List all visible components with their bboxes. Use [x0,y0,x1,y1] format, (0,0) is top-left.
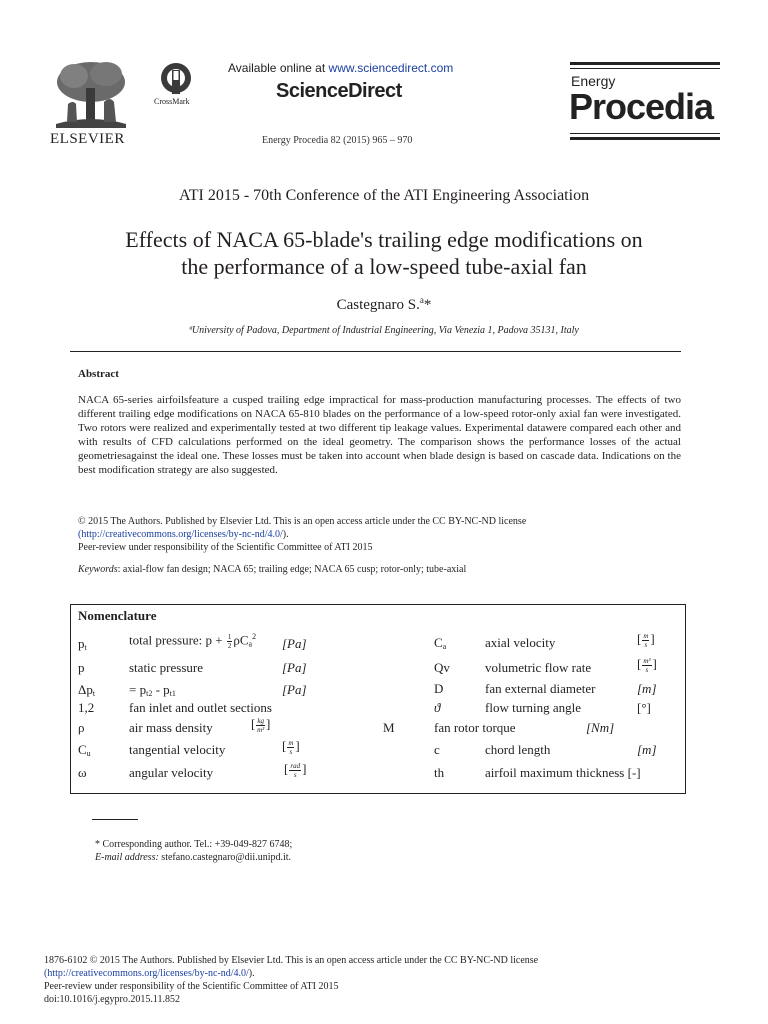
nom-symbol-p: p [78,660,85,675]
peer-review-line: Peer-review under responsibility of the Scientific Committee of ATI 2015 [78,542,373,553]
nom-unit-d: [m] [637,681,657,696]
available-prefix: Available online at [228,61,329,75]
author-star: * [423,297,432,313]
nom-desc-rho: air mass density [129,720,213,735]
title-line-2: the performance of a low-speed tube-axial fan [181,254,587,279]
footer-peer-review: Peer-review under responsibility of the Scientific Committee of ATI 2015 [44,981,339,992]
journal-logo-small: Energy [571,73,616,89]
journal-reference: Energy Procedia 82 (2015) 965 – 970 [262,135,413,146]
nom-symbol-pt: $p_t$ [78,636,87,652]
keywords-label: Keywords [78,564,118,575]
footer-license-link[interactable]: (http://creativecommons.org/licenses/by-nc-nd/4.0/ [44,968,249,979]
nom-unit-theta: [°] [637,700,651,715]
license-link-tail: ). [282,529,289,540]
nom-unit-ca: [ $\frac{m}{s}$ ] [637,631,655,649]
nom-unit-c: [m] [637,742,657,757]
nom-desc-m: fan rotor torque [434,720,516,735]
affiliation: ªUniversity of Padova, Department of Industrial Engineering, Via Venezia 1, Padova 35131, Italy [189,325,579,336]
nomenclature-heading: Nomenclature [78,608,157,623]
nom-desc-sections: fan inlet and outlet sections [129,700,272,715]
crossmark-label: CrossMark [154,97,190,106]
abstract-heading: Abstract [78,368,119,380]
nom-symbol-cu: $C_u$ [78,742,91,758]
nom-desc-cu: tangential velocity [129,742,226,757]
license-block [78,515,681,554]
nom-symbol-theta: ϑ [434,700,441,715]
title-line-1: Effects of NACA 65-blade's trailing edge modifications on [125,227,643,252]
nom-unit-qv: [ $\frac{\text{m³}}{s}$ ] [637,656,657,674]
divider [570,62,720,65]
nom-symbol-c: c [434,742,440,757]
sciencedirect-brand: ScienceDirect [276,80,402,102]
nom-desc-p: static pressure [129,660,204,675]
author-name: Castegnaro S. [336,297,420,313]
page-footer [44,954,538,1006]
divider [570,68,720,69]
divider [70,351,681,352]
nom-unit-dpt: [Pa] [282,682,307,697]
nom-unit-pt: [Pa] [282,636,307,651]
footer-doi[interactable]: doi:10.1016/j.egypro.2015.11.852 [44,994,181,1005]
divider [570,137,720,140]
nom-desc-theta: flow turning angle [485,700,582,715]
nom-unit-p: [Pa] [282,660,307,675]
available-online [228,61,453,75]
nom-symbol-qv: Qv [434,660,450,675]
divider [570,133,720,134]
nom-symbol-rho: ρ [78,720,85,735]
footnote-corresponding: * Corresponding author. Tel.: +39-049-827 6748; [95,839,293,850]
nom-desc-pt: total pressure: p + $\frac{1}{2}$ $\rho C_a^2$ [129,632,257,650]
sciencedirect-link[interactable]: www.sciencedirect.com [328,61,454,75]
keywords [78,564,466,575]
nom-unit-cu: [ $\frac{m}{s}$ ] [282,738,300,756]
author [0,295,768,314]
nom-symbol-dpt: $\Delta p_t$ [78,682,96,698]
nom-desc-qv: volumetric flow rate [485,660,592,675]
journal-logo-big: Procedia [569,86,714,127]
nom-unit-m: [Nm] [586,720,615,735]
nom-desc-ca: axial velocity [485,635,556,650]
abstract-text: NACA 65-series airfoilsfeature a cusped trailing edge impractical for mass-production manufacturing processes. The effects of two different trailing edge modifications on NACA 65-810 blades on the performance of a low-speed rotor-only axial fan were investigated. Two rotors were realized and experimentally tested at two different tip leakage values. Experimental datawere compared each other and with results of CFD calculations performed on the ideal geometry. The comparison shows the performance losses of the actual geometriesagainst the ideal one. These losses must be taken into account when blade design is based on cascade data. Indications on the best modification strategy are also suggested. [78,394,681,476]
paper-title [60,226,708,280]
email-label: E-mail address: [95,852,159,863]
nom-symbol-th: th [434,765,445,780]
crossmark-icon[interactable] [160,62,192,96]
license-link[interactable]: (http://creativecommons.org/licenses/by-nc-nd/4.0/ [78,529,283,540]
footer-issn-license: 1876-6102 © 2015 The Authors. Published by Elsevier Ltd. This is an open access article under the CC BY-NC-ND license [44,955,539,966]
nom-symbol-sections: 1,2 [78,700,95,715]
nom-symbol-m: M [383,720,395,735]
nom-symbol-omega: ω [78,765,87,780]
corresponding-author-footnote [95,838,292,864]
nom-desc-d: fan external diameter [485,681,596,696]
nom-desc-dpt: = $p_{t2} - p_{t1}$ [129,682,176,698]
footer-license-link-tail: ). [248,968,255,979]
nom-desc-c: chord length [485,742,551,757]
license-line: © 2015 The Authors. Published by Elsevier Ltd. This is an open access article under the CC BY-NC-ND license [78,516,527,527]
author-affil-mark: a [419,295,424,305]
conference-title: ATI 2015 - 70th Conference of the ATI Engineering Association [178,187,590,204]
nom-unit-rho: [ $\frac{kg}{\text{m³}}$ ] [251,716,271,734]
nom-desc-omega: angular velocity [129,765,214,780]
elsevier-tree-logo [46,58,136,130]
nom-desc-th: airfoil maximum thickness [-] [485,765,641,780]
email-address[interactable]: stefano.castegnaro@dii.unipd.it. [158,852,292,863]
elsevier-wordmark: ELSEVIER [50,131,125,147]
footnote-rule [92,819,138,820]
nom-symbol-d: D [434,681,444,696]
keywords-list: : axial-flow fan design; NACA 65; trailing edge; NACA 65 cusp; rotor-only; tube-axial [117,564,467,575]
nom-unit-omega: [ $\frac{\text{rad}}{s}$ ] [284,761,307,779]
nom-symbol-ca: $C_a$ [434,635,447,651]
